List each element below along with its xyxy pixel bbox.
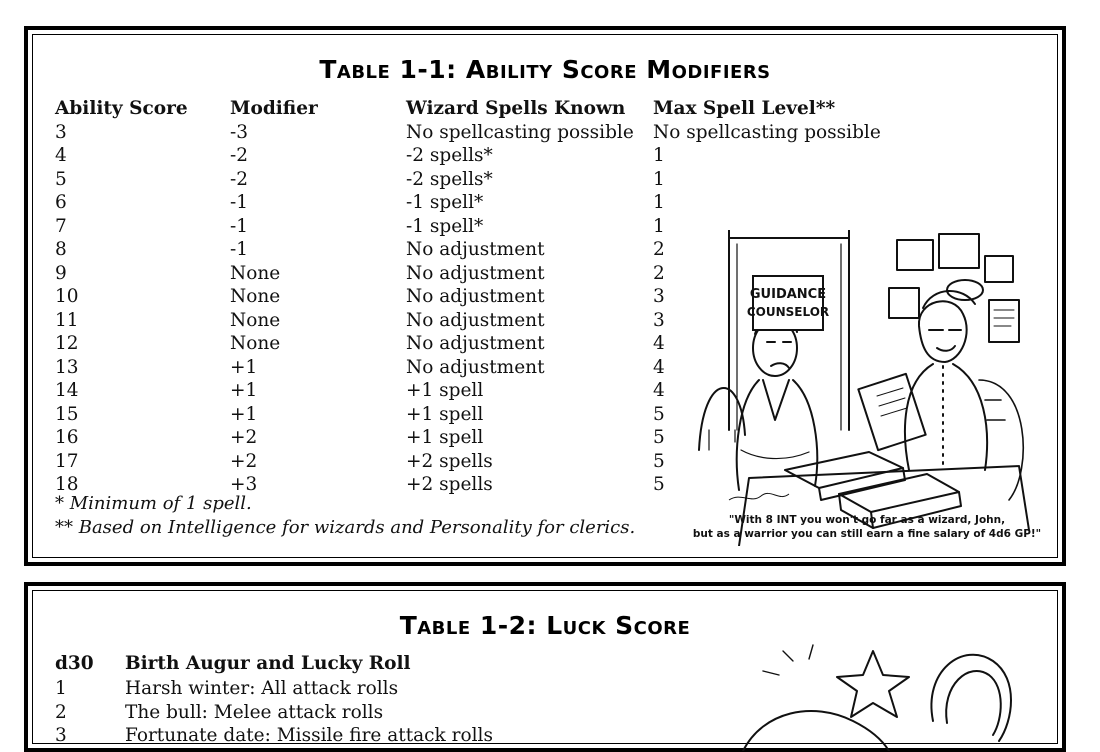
modifier-cell: None xyxy=(230,262,281,284)
header-modifier: Modifier xyxy=(230,98,318,119)
max-spell-level-cell: No spellcasting possible xyxy=(653,121,881,143)
modifier-cell: None xyxy=(230,333,281,354)
caption-line-1: "With 8 INT you won't go far as a wizard, John, xyxy=(728,514,1006,526)
wizard-spells-cell: No adjustment xyxy=(406,262,545,284)
ability-score-cell: 17 xyxy=(55,450,79,472)
guidance-counselor-sign xyxy=(753,276,823,330)
ability-score-cell: 3 xyxy=(55,121,67,143)
wizard-spells-cell: No adjustment xyxy=(406,333,545,354)
max-spell-level-cell: 1 xyxy=(653,145,665,166)
table-header-row xyxy=(55,97,873,121)
cartoon-caption xyxy=(689,513,1045,541)
header-wizard-spells: Wizard Spells Known xyxy=(406,98,626,119)
ability-modifiers-panel xyxy=(24,26,1066,566)
ability-score-cell: 7 xyxy=(55,215,67,237)
wizard-spells-cell: +1 spell xyxy=(406,403,484,425)
sign-line-2: COUNSELOR xyxy=(746,305,830,319)
ability-score-cell: 9 xyxy=(55,262,67,284)
table-row xyxy=(55,144,873,168)
artist-signature xyxy=(729,493,789,500)
header-ability-score: Ability Score xyxy=(55,98,188,119)
max-spell-level-cell: 5 xyxy=(653,403,665,425)
list-item xyxy=(55,677,493,701)
wizard-spells-cell: No adjustment xyxy=(406,239,545,260)
header-d30: d30 xyxy=(55,653,94,674)
table-row xyxy=(55,191,873,215)
modifier-cell: +1 xyxy=(230,356,258,378)
max-spell-level-cell: 5 xyxy=(653,427,665,448)
modifier-cell: -2 xyxy=(230,145,249,166)
list-item xyxy=(55,724,493,748)
wizard-spells-cell: -1 spell* xyxy=(406,215,484,237)
modifier-cell: -1 xyxy=(230,192,249,213)
max-spell-level-cell: 4 xyxy=(653,356,665,378)
wizard-spells-cell: No spellcasting possible xyxy=(406,121,634,143)
wizard-spells-cell: +2 spells xyxy=(406,474,493,495)
ability-score-cell: 6 xyxy=(55,192,67,213)
table-row xyxy=(55,121,881,145)
lucky-horseshoe-cartoon xyxy=(723,631,1043,751)
modifier-cell: -3 xyxy=(230,121,249,143)
wizard-spells-cell: +2 spells xyxy=(406,450,493,472)
wizard-spells-cell: No adjustment xyxy=(406,309,545,331)
footnote-minimum-spell: * Minimum of 1 spell. xyxy=(55,493,252,514)
modifier-cell: +1 xyxy=(230,403,258,425)
modifier-cell: -1 xyxy=(230,215,249,237)
wizard-spells-cell: -2 spells* xyxy=(406,168,493,190)
max-spell-level-cell: 1 xyxy=(653,215,665,237)
birth-augur-cell: Fortunate date: Missile fire attack rolls xyxy=(125,725,493,746)
max-spell-level-cell: 1 xyxy=(653,168,665,190)
footnote-intelligence: ** Based on Intelligence for wizards and Personality for clerics. xyxy=(55,517,636,538)
modifier-cell: +1 xyxy=(230,380,258,401)
ability-score-cell: 11 xyxy=(55,309,79,331)
luck-table-body xyxy=(55,677,493,748)
table-1-1-title: Table 1-1: Ability Score Modifiers xyxy=(319,55,771,84)
max-spell-level-cell: 5 xyxy=(653,474,665,495)
ability-score-cell: 10 xyxy=(55,286,79,307)
ability-score-cell: 4 xyxy=(55,145,67,166)
max-spell-level-cell: 1 xyxy=(653,192,665,213)
d30-roll-cell: 1 xyxy=(55,678,67,699)
wizard-spells-cell: No adjustment xyxy=(406,286,545,307)
wizard-spells-cell: -2 spells* xyxy=(406,145,493,166)
ability-score-cell: 15 xyxy=(55,403,79,425)
table-row xyxy=(55,168,873,192)
ability-score-cell: 14 xyxy=(55,380,79,401)
max-spell-level-cell: 2 xyxy=(653,239,665,260)
header-max-spell-level: Max Spell Level** xyxy=(653,98,836,119)
header-birth-augur: Birth Augur and Lucky Roll xyxy=(125,653,411,674)
birth-augur-cell: The bull: Melee attack rolls xyxy=(125,701,384,723)
birth-augur-cell: Harsh winter: All attack rolls xyxy=(125,678,399,699)
wizard-spells-cell: +1 spell xyxy=(406,380,484,401)
luck-header-row xyxy=(55,653,411,674)
ability-score-cell: 18 xyxy=(55,474,79,495)
modifier-cell: +3 xyxy=(230,474,258,495)
max-spell-level-cell: 3 xyxy=(653,286,665,307)
max-spell-level-cell: 4 xyxy=(653,333,665,354)
ability-score-cell: 13 xyxy=(55,356,79,378)
modifier-cell: +2 xyxy=(230,450,258,472)
wizard-spells-cell: No adjustment xyxy=(406,356,545,378)
d30-roll-cell: 2 xyxy=(55,701,67,723)
sign-line-1: GUIDANCE xyxy=(749,287,827,302)
wizard-spells-cell: -1 spell* xyxy=(406,192,484,213)
ability-score-cell: 12 xyxy=(55,333,79,354)
max-spell-level-cell: 3 xyxy=(653,309,665,331)
ability-score-cell: 8 xyxy=(55,239,67,260)
panel-inner-border xyxy=(32,34,1058,558)
list-item xyxy=(55,701,493,725)
caption-line-2: but as a warrior you can still earn a fine salary of 4d6 GP!" xyxy=(692,528,1042,540)
table-1-2-title: Table 1-2: Luck Score xyxy=(399,611,691,640)
modifier-cell: -2 xyxy=(230,168,249,190)
max-spell-level-cell: 2 xyxy=(653,262,665,284)
panel-inner-border xyxy=(32,590,1058,744)
ability-score-cell: 5 xyxy=(55,168,67,190)
modifier-cell: -1 xyxy=(230,239,249,260)
d30-roll-cell: 3 xyxy=(55,725,67,746)
guidance-counselor-cartoon xyxy=(689,230,1045,546)
modifier-cell: None xyxy=(230,309,281,331)
ability-score-cell: 16 xyxy=(55,427,79,448)
max-spell-level-cell: 5 xyxy=(653,450,665,472)
wizard-spells-cell: +1 spell xyxy=(406,427,484,448)
modifier-cell: None xyxy=(230,286,281,307)
max-spell-level-cell: 4 xyxy=(653,380,665,401)
modifier-cell: +2 xyxy=(230,427,258,448)
